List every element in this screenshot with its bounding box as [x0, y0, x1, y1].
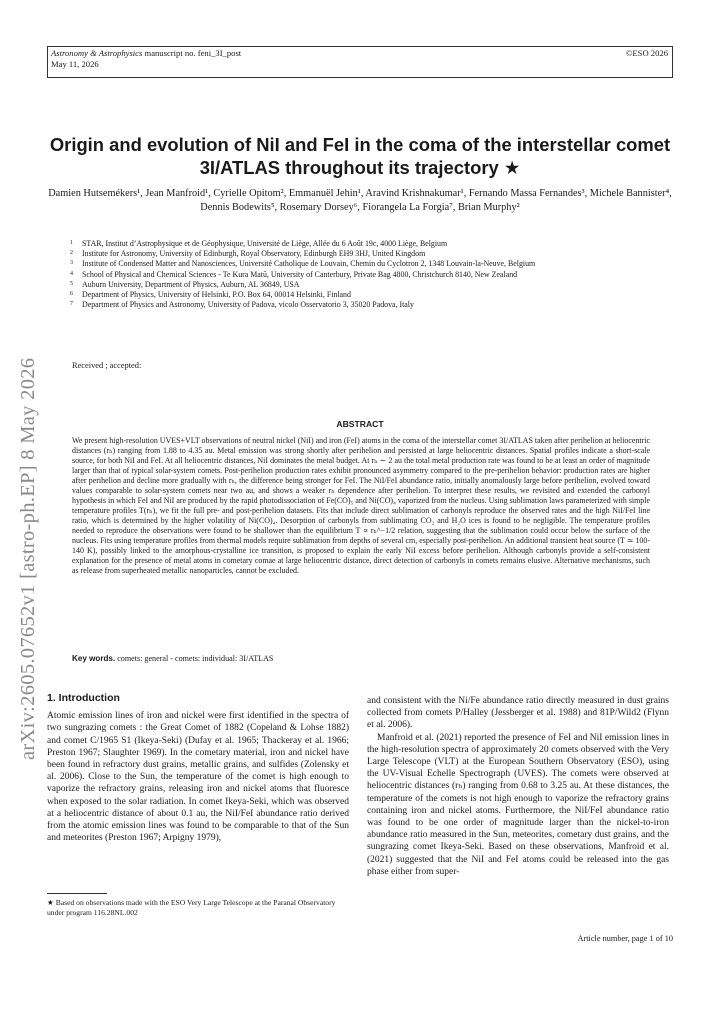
affiliation-item: 6 Department of Physics, University of Helsinki, P.O. Box 64, 00014 Helsinki, Finland — [70, 290, 351, 300]
left-column — [47, 692, 349, 844]
paper-title: Origin and evolution of NiI and FeI in the coma of the interstellar comet 3I/ATLAS throughout its trajectory ★ — [49, 134, 671, 178]
manuscript-header — [47, 46, 673, 78]
affiliation-item: 7 Department of Physics and Astronomy, University of Padova, vicolo Osservatorio 3, 35020 Padova, Italy — [70, 300, 414, 310]
affiliation-item: 4 School of Physical and Chemical Sciences - Te Kura Matū, University of Canterbury, Private Bag 4800, Christchurch 8140, New Zealand — [70, 269, 518, 279]
footnote: ★ Based on observations made with the ESO Very Large Telescope at the Paranal Observatory under program 116.28NL.002 — [47, 898, 336, 917]
copyright: ©ESO 2026 — [625, 48, 668, 58]
affiliation-item: 1 STAR, Institut d’Astrophysique et de Géophysique, Université de Liège, Allée du 6 Août 19c, 4000 Liège, Belgium — [70, 239, 448, 248]
right-column — [367, 695, 669, 878]
affiliation-item: 2 Institute for Astronomy, University of Edinburgh, Royal Observatory, Edinburgh EH9 3HJ, United Kingdom — [70, 249, 426, 259]
journal-name: Astronomy & Astrophysics — [51, 48, 143, 58]
abstract-body: We present high-resolution UVES+VLT observations of neutral nickel (NiI) and iron (FeI) atoms in the coma of the interstellar comet 3I/ATLAS taken after perihelion at heliocentric distances (rₕ) ranging from 1.88 to 4.35 au. Metal emission was strong shortly after perihelion and persisted at large heliocentric distances. Spatial profiles indicate a short-scale source, for both NiI and FeI. At all heliocentric distances, NiI dominates the metal budget. At rₕ ∼ 2 au the total metal production rate was found to be at least an order of magnitude larger than that of typical solar-system comets. Post-perihelion production rates exhibit pronounced asymmetry compared to the pre-perihelion behavior: production rates are higher after perihelion and decline more gradually with rₕ, the difference being stronger for FeI. The NiI/FeI abundance ratio, initially anomalously large before perihelion, evolved toward values comparable to solar-system comets near two au, and shows a weaker rₕ dependence after perihelion. To interpret these results, we revisited and extended the carbonyl hypothesis in which FeI and NiI are produced by the rapid photodissociation of Fe(CO)₅ and Ni(CO)₄ vaporized from the nucleus. Using sublimation laws parameterized with simple temperature profiles T(rₕ), we fit the full pre- and post-perihelion datasets. Fits that include direct sublimation of carbonyls reproduce the observed rates and the high NiI/FeI line ratio, which is determined by the higher volatility of Ni(CO)₄. Desorption of carbonyls from sublimating CO₂ and H₂O ices is found to be negligible. The temperature profiles needed to reproduce the observations were found to be shallower than the equilibrium T ∝ rₕ^−1/2 relation, suggesting that the sublimation could occur below the surface of the nucleus. Fits using temperature profiles from thermal models require sublimation from depths of several cm, especially post-perihelion. An additional transient heat source (T ≃ 100-140 K), possibly linked to the amorphous-crystalline ice transition, is proposed to explain the early NiI excess before perihelion. Although carbonyls provide a self-consistent explanation for the presence of metal atoms in cometary comae at large heliocentric distance, direct detection of carbonyls in comets remains elusive. Alternative mechanisms, such as release from superheated metallic nanoparticles, cannot be excluded. — [72, 436, 650, 575]
arxiv-stamp[interactable]: arXiv:2605.07652v1 [astro-ph.EP] 8 May 2026 — [17, 357, 39, 760]
keywords-text: comets: general - comets: individual: 3I/ATLAS — [117, 654, 274, 663]
keywords — [72, 654, 650, 664]
intro-paragraph-2: Manfroid et al. (2021) reported the presence of FeI and NiI emission lines in the high-resolution spectra of approximately 20 comets observed with the Very Large Telescope (VLT) at the European Southern Observatory (ESO), using the UV-Visual Echelle Spectrograph (UVES). The comets were observed at heliocentric distances (rₕ) ranging from 0.68 to 3.25 au. At these distances, the temperature of the comets is not high enough to vaporize the refractory grains containing iron and nickel atoms. Furthermore, the NiI/FeI abundance ratio was found to be one order of magnitude larger than the nickel-to-iron abundance ratio measured in the Sun, meteorites, cometary dust grains, and the sungrazing comet Ikeya-Seki. Based on these observations, Manfroid et al. (2021) suggested that the NiI and FeI atoms could be released into the gas phase either from super- — [367, 732, 669, 877]
page-footer: Article number, page 1 of 10 — [577, 934, 673, 943]
manuscript-id: manuscript no. feni_3I_post — [144, 48, 242, 58]
footnote-divider — [47, 893, 107, 894]
affiliation-list — [70, 239, 650, 310]
affiliation-item: 3 Institute of Condensed Matter and Nanosciences, Université Catholique de Louvain, Chemin du Cyclotron 2, 1348 Louvain-la-Neuve, Belgium — [70, 259, 536, 269]
header-date: May 11, 2026 — [51, 59, 99, 69]
author-list: Damien Hutsemékers¹, Jean Manfroid¹, Cyrielle Opitom², Emmanuël Jehin¹, Aravind Krishnakumar¹, Fernando Massa Fernandes³, Michele Bannister⁴, Dennis Bodewits⁵, Rosemary Dorsey⁶, Fiorangela La Forgia⁷, Brian Murphy² — [48, 188, 672, 213]
section-heading: 1. Introduction — [47, 692, 120, 704]
abstract-heading: ABSTRACT — [336, 419, 384, 429]
header-left — [51, 48, 241, 70]
keywords-label: Key words. — [72, 654, 116, 663]
affiliation-item: 5 Auburn University, Department of Physics, Auburn, AL 36849, USA — [70, 279, 300, 289]
received-line: Received ; accepted: — [72, 361, 142, 370]
intro-paragraph-1-continued: and consistent with the Ni/Fe abundance ratio directly measured in dust grains collected from comets P/Halley (Jessberger et al. 1988) and 81P/Wild2 (Flynn et al. 2006). — [367, 696, 669, 731]
intro-paragraph-1: Atomic emission lines of iron and nickel were first identified in the spectra of two sungrazing comets : the Great Comet of 1882 (Copeland & Lohse 1882) and comet C/1965 S1 (Ikeya-Seki) (Dufay et al. 1965; Thackeray et al. 1966; Preston 1967; Slaughter 1969). In the cometary material, iron and nickel have been found in refractory dust grains, metallic grains, and sulfides (Zolensky et al. 2006). Close to the Sun, the temperature of the comet is high enough to vaporize the refractory grains, releasing iron and nickel atoms that fluoresce when exposed to the solar radiation. In comet Ikeya-Seki, which was observed at a heliocentric distance of about 0.1 au, the NiI/FeI abundance ratio derived from the atomic emission lines was found to be comparable to that of the Sun and meteorites (Preston 1967; Arpigny 1979), — [47, 711, 349, 844]
